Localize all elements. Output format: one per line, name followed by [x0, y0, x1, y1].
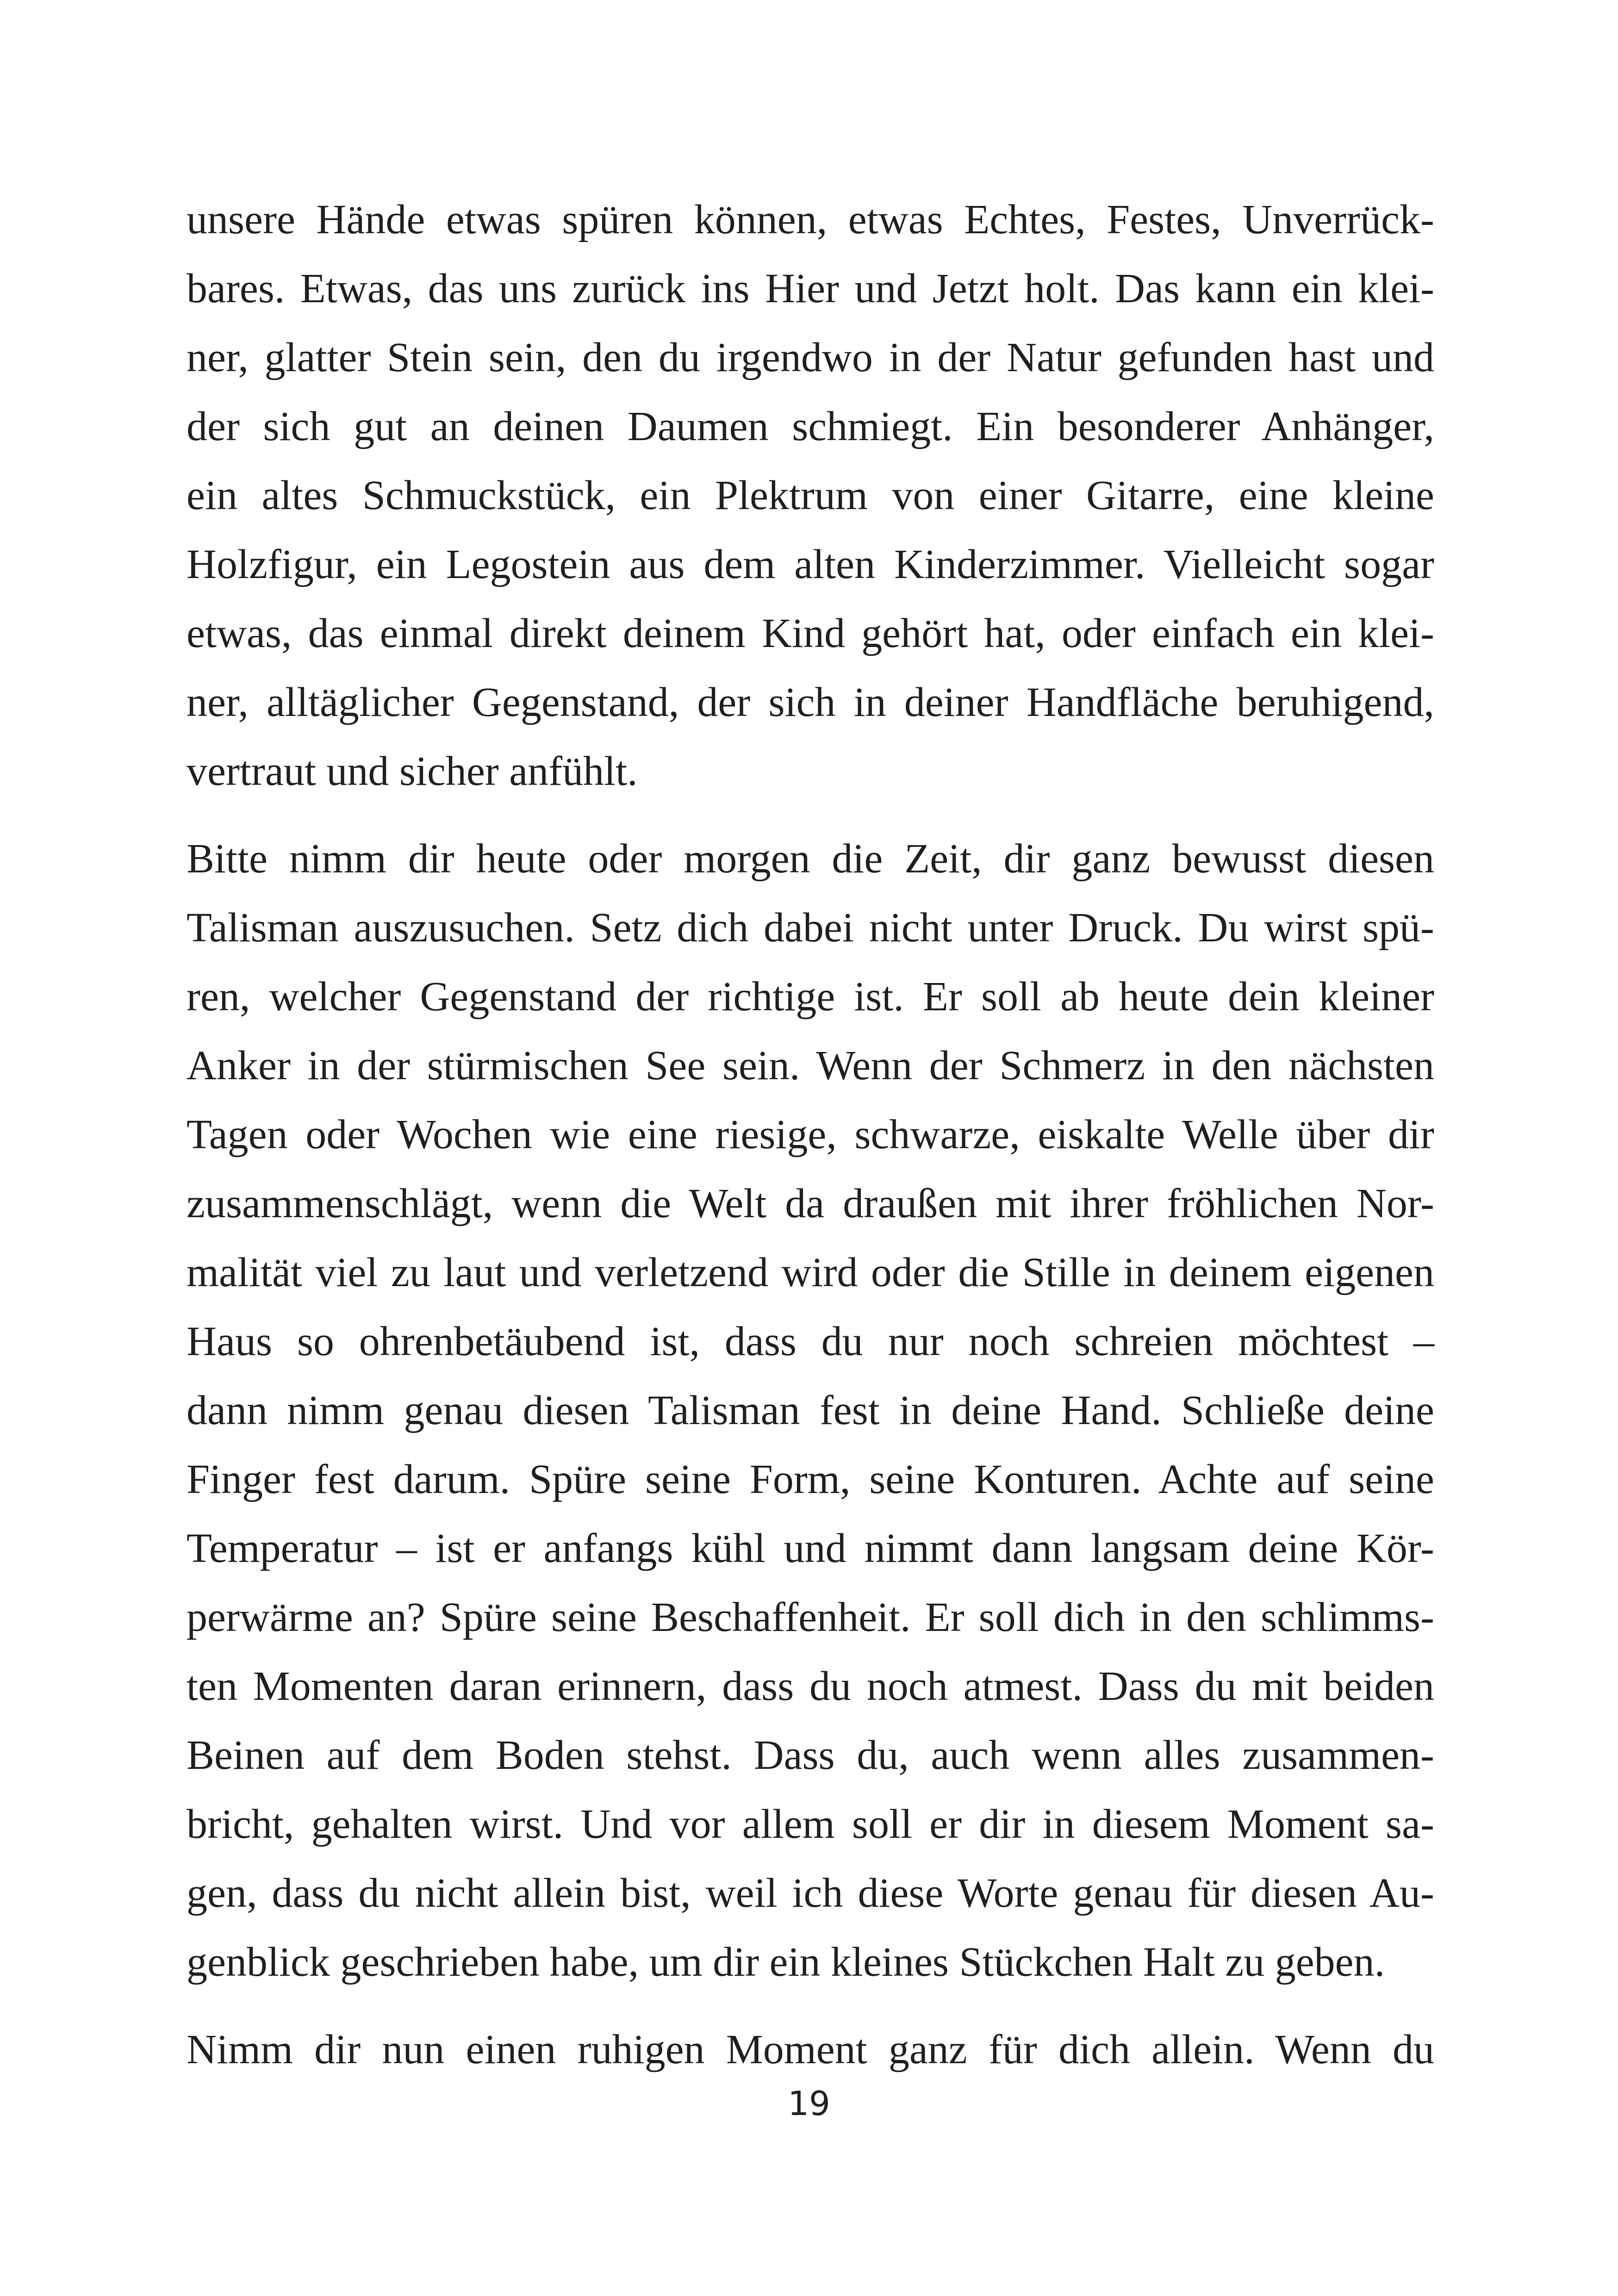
text-line: der sich gut an deinen Daumen schmiegt. Ein besonderer Anhänger, [187, 404, 1434, 449]
text-line: Beinen auf dem Boden stehst. Dass du, auch wenn alles zusammen- [187, 1732, 1434, 1778]
text-line: malität viel zu laut und verletzend wird oder die Stille in deinem eigenen [187, 1250, 1434, 1295]
text-line: perwärme an? Spüre seine Beschaffenheit. Er soll dich in den schlimms- [187, 1594, 1434, 1640]
text-line: Finger fest darum. Spüre seine Form, seine Konturen. Achte auf seine [187, 1456, 1434, 1502]
text-line: Anker in der stürmischen See sein. Wenn der Schmerz in den nächsten [187, 1043, 1434, 1089]
text-line: vertraut und sicher anfühlt. [187, 748, 638, 794]
text-line: Haus so ohrenbetäubend ist, dass du nur noch schreien möchtest – [187, 1319, 1434, 1364]
text-line: Tagen oder Wochen wie eine riesige, schwarze, eiskalte Welle über dir [187, 1112, 1434, 1157]
text-line: Bitte nimm dir heute oder morgen die Zeit, dir ganz bewusst diesen [187, 836, 1434, 882]
text-line: Nimm dir nun einen ruhigen Moment ganz für dich allein. Wenn du [187, 2027, 1434, 2072]
text-line: unsere Hände etwas spüren können, etwas Echtes, Festes, Unverrück- [187, 197, 1434, 243]
text-line: ren, welcher Gegenstand der richtige ist. Er soll ab heute dein kleiner [187, 974, 1434, 1020]
text-line: ein altes Schmuckstück, ein Plektrum von einer Gitarre, eine kleine [187, 473, 1434, 518]
text-line: ner, glatter Stein sein, den du irgendwo in der Natur gefunden hast und [187, 335, 1434, 380]
text-line: zusammenschlägt, wenn die Welt da draußen mit ihrer fröhlichen Nor- [187, 1181, 1434, 1226]
paragraph-1 [187, 185, 1434, 806]
text-line: genblick geschrieben habe, um dir ein kleines Stückchen Halt zu geben. [187, 1939, 1385, 1985]
text-line: Holzfigur, ein Legostein aus dem alten Kinderzimmer. Vielleicht sogar [187, 541, 1434, 587]
text-line: ten Momenten daran erinnern, dass du noch atmest. Dass du mit beiden [187, 1663, 1434, 1709]
text-line: bricht, gehalten wirst. Und vor allem soll er dir in diesem Moment sa- [187, 1801, 1434, 1847]
text-line: Temperatur – ist er anfangs kühl und nimmt dann langsam deine Kör- [187, 1525, 1434, 1571]
body-text [187, 185, 1434, 2084]
text-line: Talisman auszusuchen. Setz dich dabei nicht unter Druck. Du wirst spü- [187, 905, 1434, 951]
text-line: dann nimm genau diesen Talisman fest in deine Hand. Schließe deine [187, 1388, 1434, 1433]
page-number: 19 [788, 2084, 830, 2123]
text-line: etwas, das einmal direkt deinem Kind gehört hat, oder einfach ein klei- [187, 610, 1434, 656]
text-line: gen, dass du nicht allein bist, weil ich diese Worte genau für diesen Au- [187, 1870, 1434, 1916]
text-line: ner, alltäglicher Gegenstand, der sich in deiner Handfläche beruhigend, [187, 679, 1434, 725]
text-line: bares. Etwas, das uns zurück ins Hier und Jetzt holt. Das kann ein klei- [187, 266, 1434, 311]
paragraph-2 [187, 824, 1434, 1997]
paragraph-3 [187, 2015, 1434, 2084]
